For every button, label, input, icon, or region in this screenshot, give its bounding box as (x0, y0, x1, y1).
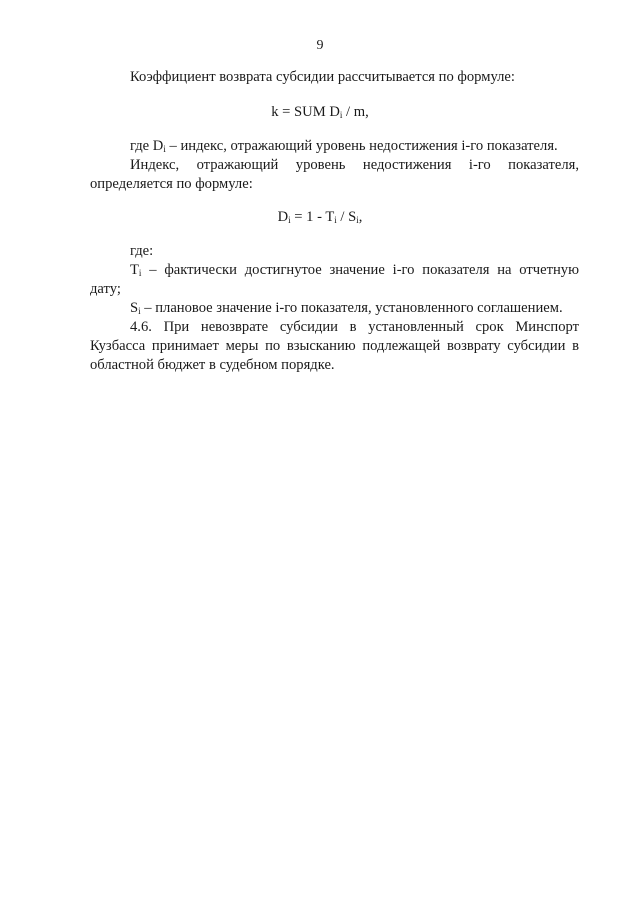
clause-4-6-line-3: областной бюджет в судебном порядке. (90, 357, 335, 373)
index-paragraph-line-2: определяется по формуле: (90, 176, 253, 192)
s-symbol: S (130, 300, 139, 316)
where-d-prefix: где D (130, 138, 164, 154)
formula-d (0, 208, 640, 226)
formula-d-slash: / S (336, 209, 357, 225)
formula-k-sub: i (339, 110, 343, 120)
t-definition-text: – фактически достигнутое значение i-го показателя на отчетную (141, 262, 579, 278)
index-paragraph-line-1: Индекс, отражающий уровень недостижения i-го показателя, (130, 157, 579, 173)
t-symbol: T (130, 262, 139, 278)
where-d-definition (130, 137, 579, 155)
where-label: где: (130, 243, 154, 259)
formula-k-rhs: / m, (342, 104, 369, 120)
t-definition-line-1 (130, 261, 579, 279)
formula-k (0, 103, 640, 121)
clause-4-6-line-1: 4.6. При невозврате субсидии в установленный срок Минспорт (130, 319, 579, 335)
formula-d-t-sub: i (334, 215, 337, 225)
where-d-sub: i (163, 144, 166, 154)
formula-d-d-sub: i (288, 215, 291, 225)
s-sub: i (138, 306, 141, 316)
formula-d-s-sub: i (356, 215, 359, 225)
formula-k-lhs: k = SUM D (271, 104, 340, 120)
where-d-rest: – индекс, отражающий уровень недостижения i-го показателя. (165, 138, 558, 154)
t-definition-line-2: дату; (90, 281, 121, 297)
s-definition-text: – плановое значение i-го показателя, установленного соглашением. (140, 300, 563, 316)
intro-paragraph: Коэффициент возврата субсидии рассчитывается по формуле: (130, 69, 515, 85)
clause-4-6-line-2: Кузбасса принимает меры по взысканию подлежащей возврату субсидии в (90, 338, 579, 354)
s-definition (130, 299, 579, 317)
formula-d-end: , (358, 209, 363, 225)
formula-d-mid: = 1 - T (290, 209, 335, 225)
formula-d-d: D (277, 209, 289, 225)
page-number: 9 (316, 38, 324, 53)
t-sub: i (138, 268, 142, 278)
